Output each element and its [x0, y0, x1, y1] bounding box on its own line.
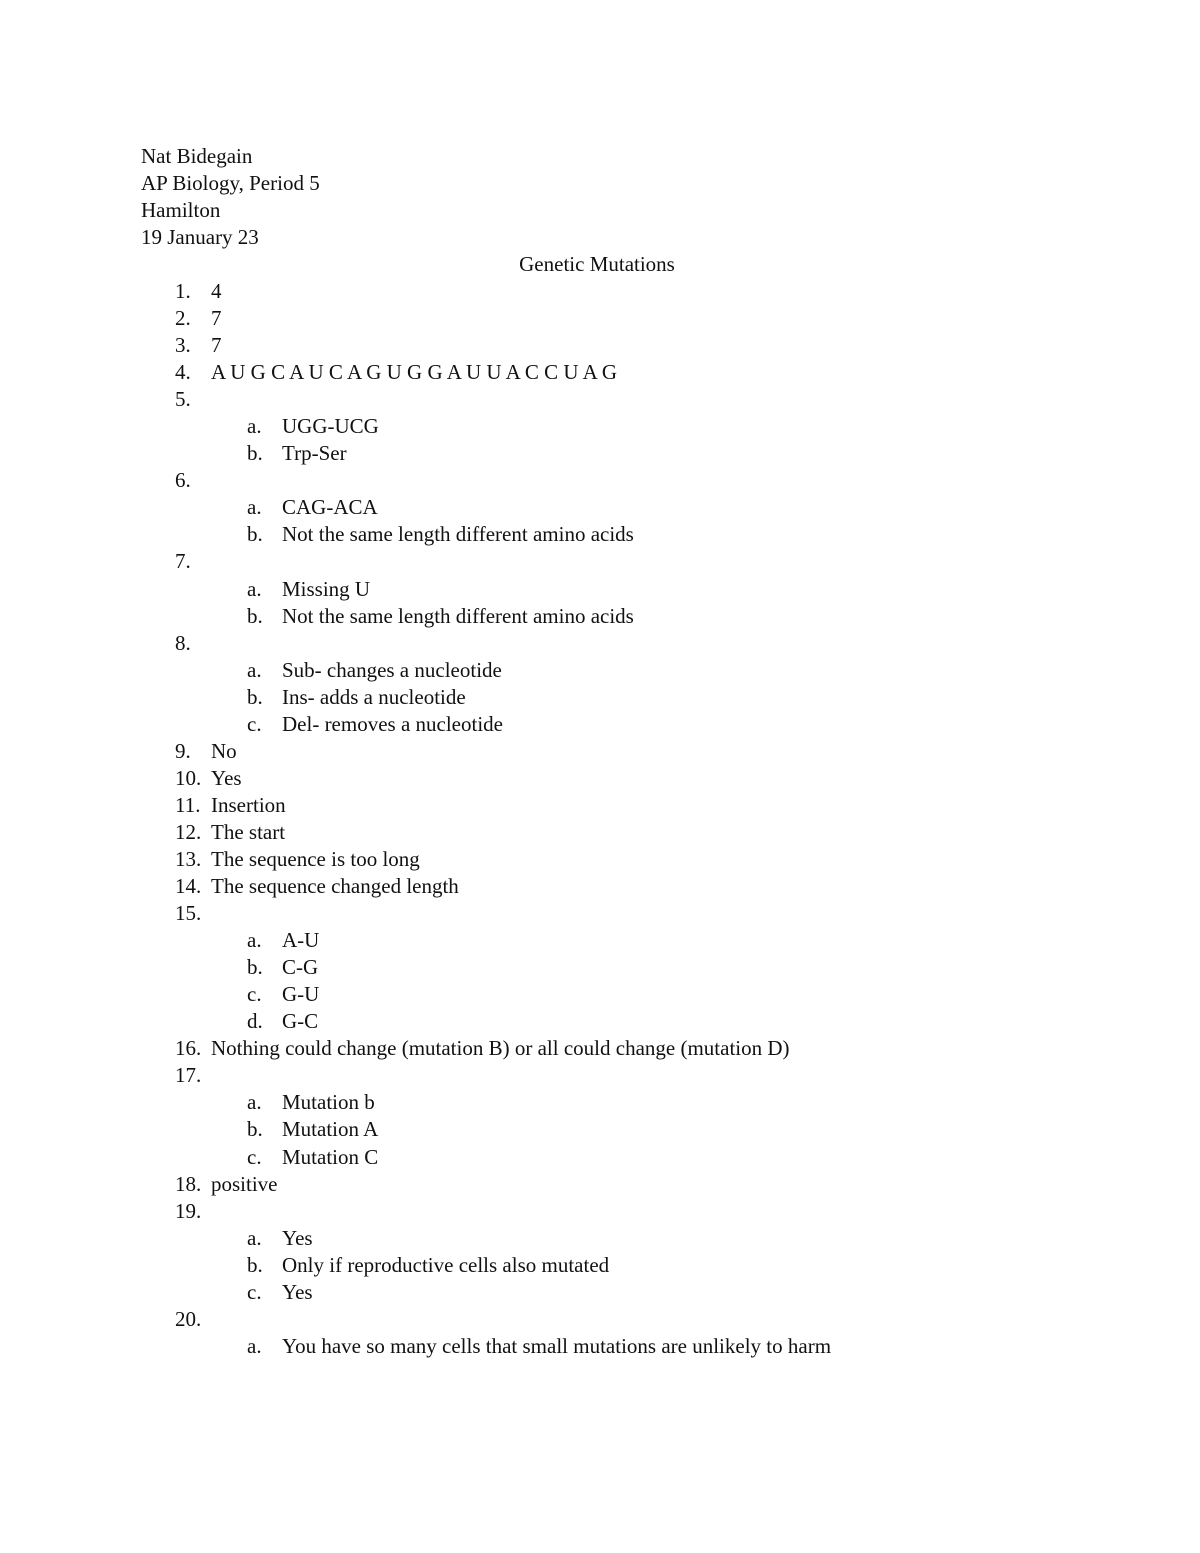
sub-answer-letter: b.	[247, 1117, 263, 1142]
sub-answer-letter: b.	[247, 603, 263, 628]
sub-answer-letter: c.	[247, 1279, 262, 1304]
answer-item	[0, 1306, 1200, 1333]
answer-text: The sequence is too long	[211, 846, 420, 871]
answer-text: A U G C A U C A G U G G A U U A C C U A G	[211, 360, 618, 385]
answer-item	[0, 305, 1200, 332]
sub-answer-item	[0, 440, 1200, 467]
answer-item	[0, 765, 1200, 792]
sub-answer-letter: a.	[247, 1090, 262, 1115]
sub-answer-letter: d.	[247, 1009, 263, 1034]
answer-number: 5.	[175, 387, 191, 412]
answer-item	[0, 792, 1200, 819]
answer-item	[0, 467, 1200, 494]
answer-number: 3.	[175, 333, 191, 358]
sub-answer-letter: b.	[247, 1252, 263, 1277]
answer-item	[0, 1171, 1200, 1198]
student-header	[141, 143, 320, 251]
sub-answer-item	[0, 1089, 1200, 1116]
sub-answer-text: C-G	[282, 955, 319, 980]
answer-item	[0, 386, 1200, 413]
answer-item	[0, 359, 1200, 386]
sub-answer-text: Only if reproductive cells also mutated	[282, 1252, 610, 1277]
sub-answer-text: Not the same length different amino acids	[282, 603, 634, 628]
sub-answer-item	[0, 684, 1200, 711]
answer-item	[0, 1198, 1200, 1225]
sub-answer-item	[0, 413, 1200, 440]
answer-item	[0, 873, 1200, 900]
answer-text: 4	[211, 279, 222, 303]
sub-answer-text: Mutation b	[282, 1090, 375, 1115]
sub-answer-item	[0, 603, 1200, 630]
answer-text: positive	[211, 1171, 278, 1196]
answer-number: 19.	[175, 1198, 202, 1223]
sub-answer-item	[0, 1333, 1200, 1360]
sub-answer-text: Ins- adds a nucleotide	[282, 684, 466, 709]
sub-answer-item	[0, 1225, 1200, 1252]
answer-text: The start	[211, 819, 286, 844]
answer-number: 12.	[175, 819, 202, 844]
answer-item	[0, 1035, 1200, 1062]
sub-answer-text: Mutation A	[282, 1117, 379, 1142]
course-name: AP Biology, Period 5	[141, 171, 320, 195]
answer-number: 10.	[175, 765, 202, 790]
answer-item	[0, 630, 1200, 657]
sub-answer-letter: a.	[247, 414, 262, 439]
answer-number: 15.	[175, 901, 202, 926]
sub-answer-letter: a.	[247, 576, 262, 601]
sub-answer-item	[0, 954, 1200, 981]
document-title: Genetic Mutations	[519, 252, 675, 276]
sub-answer-letter: a.	[247, 928, 262, 953]
student-name: Nat Bidegain	[141, 144, 253, 168]
sub-answer-text: Trp-Ser	[282, 441, 347, 466]
answer-number: 6.	[175, 468, 191, 493]
sub-answer-item	[0, 521, 1200, 548]
answer-number: 2.	[175, 306, 191, 331]
sub-answer-item	[0, 981, 1200, 1008]
answer-item	[0, 278, 1200, 305]
answer-number: 16.	[175, 1036, 202, 1061]
sub-answer-letter: a.	[247, 1333, 262, 1358]
answer-text: Yes	[211, 765, 242, 790]
sub-answer-item	[0, 494, 1200, 521]
answer-number: 8.	[175, 630, 191, 655]
sub-answer-item	[0, 657, 1200, 684]
answer-number: 13.	[175, 846, 202, 871]
sub-answer-letter: b.	[247, 441, 263, 466]
answer-text: Nothing could change (mutation B) or all could change (mutation D)	[211, 1036, 790, 1061]
sub-answer-letter: a.	[247, 657, 262, 682]
answer-text: 7	[211, 306, 222, 331]
sub-answer-text: G-U	[282, 982, 320, 1007]
sub-answer-text: G-C	[282, 1009, 319, 1034]
sub-answer-text: You have so many cells that small mutations are unlikely to harm	[282, 1333, 832, 1358]
sub-answer-letter: c.	[247, 982, 262, 1007]
answer-item	[0, 900, 1200, 927]
answer-item	[0, 332, 1200, 359]
sub-answer-text: Del- removes a nucleotide	[282, 711, 503, 736]
answer-item	[0, 819, 1200, 846]
sub-answer-letter: a.	[247, 495, 262, 520]
sub-answer-text: Yes	[282, 1225, 313, 1250]
sub-answer-letter: c.	[247, 711, 262, 736]
answer-number: 17.	[175, 1063, 202, 1088]
answer-number: 20.	[175, 1306, 202, 1331]
sub-answer-text: Sub- changes a nucleotide	[282, 657, 502, 682]
sub-answer-text: UGG-UCG	[282, 414, 379, 439]
answer-list	[0, 278, 1200, 1360]
sub-answer-letter: b.	[247, 684, 263, 709]
sub-answer-text: Mutation C	[282, 1144, 379, 1169]
answer-number: 14.	[175, 874, 202, 899]
sub-answer-item	[0, 1252, 1200, 1279]
sub-answer-item	[0, 927, 1200, 954]
answer-text: 7	[211, 333, 222, 358]
sub-answer-letter: c.	[247, 1144, 262, 1169]
teacher-name: Hamilton	[141, 198, 221, 222]
sub-answer-text: A-U	[282, 928, 320, 953]
sub-answer-item	[0, 576, 1200, 603]
sub-answer-item	[0, 1144, 1200, 1171]
sub-answer-letter: a.	[247, 1225, 262, 1250]
sub-answer-item	[0, 711, 1200, 738]
answer-item	[0, 846, 1200, 873]
assignment-date: 19 January 23	[141, 225, 259, 249]
answer-number: 7.	[175, 549, 191, 574]
answer-number: 9.	[175, 738, 191, 763]
answer-text: The sequence changed length	[211, 874, 459, 899]
sub-answer-text: Missing U	[282, 576, 371, 601]
answer-text: Insertion	[211, 792, 286, 817]
sub-answer-item	[0, 1279, 1200, 1306]
sub-answer-item	[0, 1008, 1200, 1035]
sub-answer-text: Not the same length different amino acids	[282, 522, 634, 547]
answer-number: 18.	[175, 1171, 202, 1196]
sub-answer-item	[0, 1116, 1200, 1143]
answer-text: No	[211, 738, 237, 763]
sub-answer-letter: b.	[247, 522, 263, 547]
answer-item	[0, 548, 1200, 575]
answer-number: 11.	[175, 792, 201, 817]
sub-answer-text: Yes	[282, 1279, 313, 1304]
answer-item	[0, 1062, 1200, 1089]
sub-answer-text: CAG-ACA	[282, 495, 378, 520]
answer-number: 1.	[175, 279, 191, 303]
sub-answer-letter: b.	[247, 955, 263, 980]
answer-item	[0, 738, 1200, 765]
answer-number: 4.	[175, 360, 191, 385]
